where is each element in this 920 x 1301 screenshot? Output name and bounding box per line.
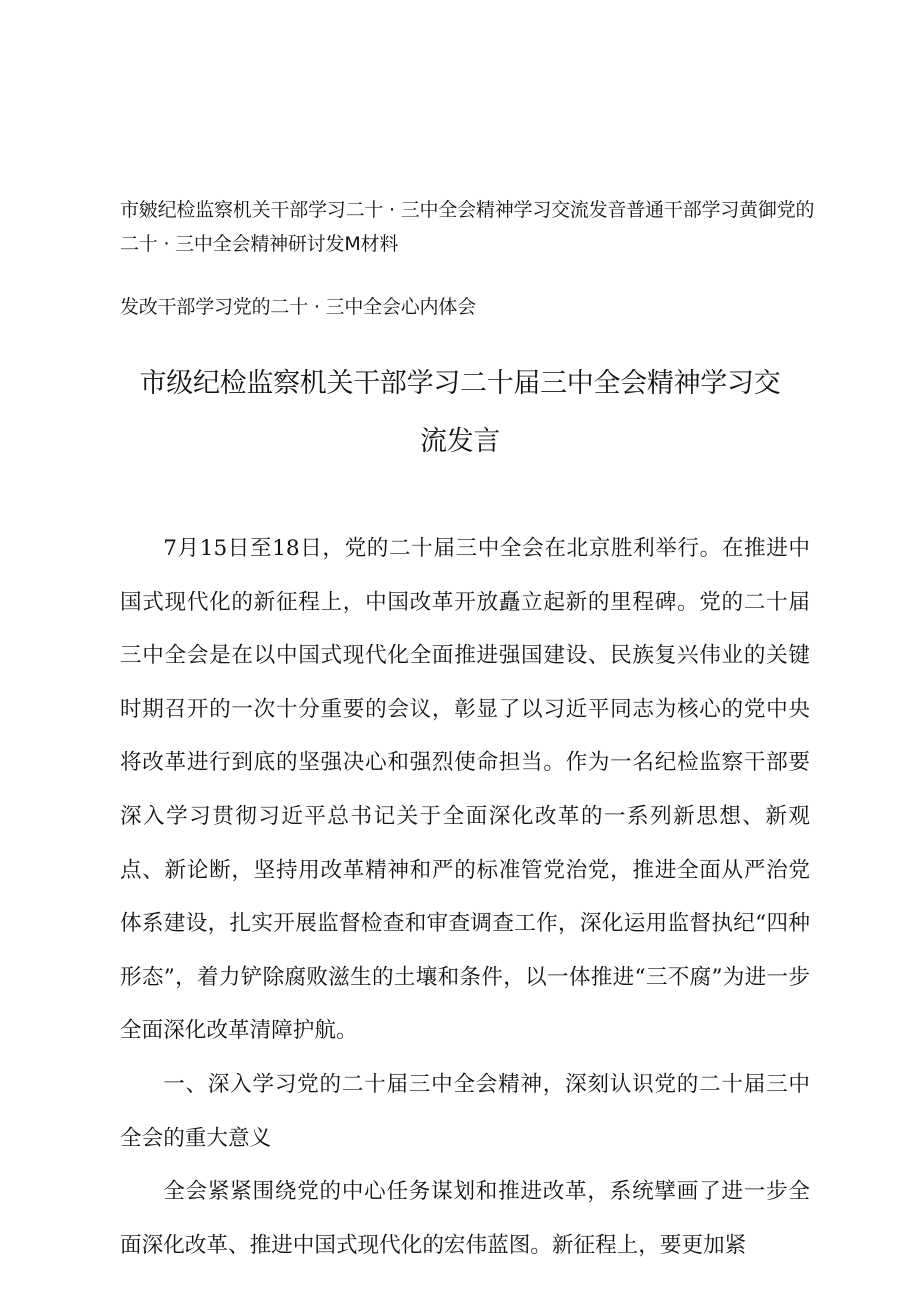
document-header-line-2: 发改干部学习党的二十 · 三中全会心内体会: [120, 296, 476, 318]
document-title-line-1: 市级纪检监察机关干部学习二十届三中全会精神学习交: [139, 368, 781, 399]
body-paragraph-section-1: 全会紧紧围绕党的中心任务谋划和推进改革，系统擘画了进一步全面深化改革、推进中国式现代化的宏伟蓝图。新征程上，要更加紧: [120, 1179, 810, 1258]
document-header-line-1: 市皴纪检监察机关干部学习二十 · 三中全会精神学习交流发音普通干部学习黄御党的二十 · 三中全会精神研讨发M材料: [120, 199, 815, 255]
document-body: [120, 522, 810, 1272]
section-heading-1: 一、深入学习党的二十届三中全会精神，深刻认识党的二十届三中全会的重大意义: [120, 1071, 810, 1151]
document-title-line-2: 流发言: [419, 426, 501, 457]
body-paragraph-intro: 7月15日至18日，党的二十届三中全会在北京胜利举行。在推进中国式现代化的新征程上，中国改革开放矗立起新的里程碑。党的二十届三中全会是在以中国式现代化全面推进强国建设、民族复兴伟业的关键时期召开的一次十分重要的会议，彰显了以习近平同志为核心的党中央将改革进行到底的坚强决心和强烈使命担当。作为一名纪检监察干部要深入学习贯彻习近平总书记关于全面深化改革的一系列新思想、新观点、新论断，坚持用改革精神和严的标准管党治党，推进全面从严治党体系建设，扎实开展监督检查和审查调查工作，深化运用监督执纪“四种形态”，着力铲除腐败滋生的土壤和条件，以一体推进“三不腐”为进一步全面深化改革清障护航。: [120, 536, 810, 1044]
